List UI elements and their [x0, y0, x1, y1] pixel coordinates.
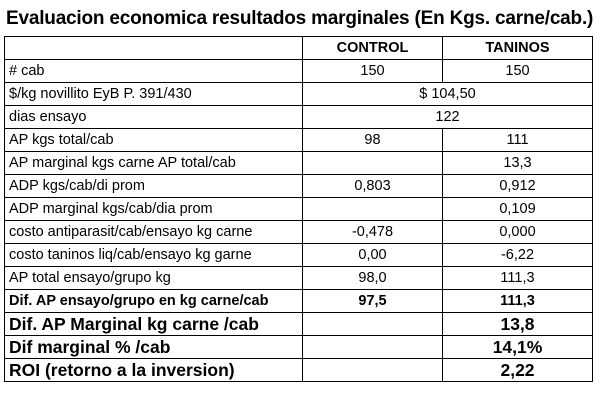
- taninos-value: 0,000: [443, 221, 593, 244]
- row-label: Dif. AP ensayo/grupo en kg carne/cab: [5, 290, 303, 313]
- table-row: [5, 175, 593, 198]
- table-row: [5, 129, 593, 152]
- row-label: ADP marginal kgs/cab/dia prom: [5, 198, 303, 221]
- taninos-value: 14,1%: [443, 336, 593, 359]
- table-row: [5, 198, 593, 221]
- taninos-value: 0,109: [443, 198, 593, 221]
- taninos-value: -6,22: [443, 244, 593, 267]
- row-label: AP kgs total/cab: [5, 129, 303, 152]
- control-value: 98,0: [303, 267, 443, 290]
- row-label: AP total ensayo/grupo kg: [5, 267, 303, 290]
- table-row: [5, 290, 593, 313]
- taninos-value: 13,3: [443, 152, 593, 175]
- control-value: [303, 152, 443, 175]
- taninos-value: 0,912: [443, 175, 593, 198]
- table-row: [5, 60, 593, 83]
- taninos-value: 111,3: [443, 290, 593, 313]
- merged-value: $ 104,50: [303, 83, 593, 106]
- table-row: [5, 313, 593, 336]
- table-row: [5, 359, 593, 382]
- taninos-value: 150: [443, 60, 593, 83]
- table-row: [5, 336, 593, 359]
- row-label: Dif marginal % /cab: [5, 336, 303, 359]
- row-label: $/kg novillito EyB P. 391/430: [5, 83, 303, 106]
- taninos-value: 111,3: [443, 267, 593, 290]
- row-label: ROI (retorno a la inversion): [5, 359, 303, 382]
- table-row: [5, 244, 593, 267]
- row-label: dias ensayo: [5, 106, 303, 129]
- table-row: [5, 106, 593, 129]
- control-value: 150: [303, 60, 443, 83]
- row-label: AP marginal kgs carne AP total/cab: [5, 152, 303, 175]
- header-cell-label: [5, 37, 303, 60]
- row-label: Dif. AP Marginal kg carne /cab: [5, 313, 303, 336]
- table-row: [5, 152, 593, 175]
- control-value: [303, 336, 443, 359]
- control-value: [303, 313, 443, 336]
- header-row: [5, 37, 593, 60]
- control-value: -0,478: [303, 221, 443, 244]
- taninos-value: 13,8: [443, 313, 593, 336]
- row-label: costo antiparasit/cab/ensayo kg carne: [5, 221, 303, 244]
- row-label: costo taninos liq/cab/ensayo kg garne: [5, 244, 303, 267]
- control-value: [303, 198, 443, 221]
- taninos-value: 2,22: [443, 359, 593, 382]
- taninos-value: 111: [443, 129, 593, 152]
- row-label: # cab: [5, 60, 303, 83]
- results-table: [4, 36, 593, 382]
- header-taninos: TANINOS: [443, 37, 593, 60]
- control-value: [303, 359, 443, 382]
- table-title: Evaluacion economica resultados marginales (En Kgs. carne/cab.): [6, 8, 594, 29]
- control-value: 0,00: [303, 244, 443, 267]
- table-row: [5, 221, 593, 244]
- row-label: ADP kgs/cab/di prom: [5, 175, 303, 198]
- header-control: CONTROL: [303, 37, 443, 60]
- table-row: [5, 83, 593, 106]
- control-value: 97,5: [303, 290, 443, 313]
- merged-value: 122: [303, 106, 593, 129]
- control-value: 0,803: [303, 175, 443, 198]
- control-value: 98: [303, 129, 443, 152]
- table-row: [5, 267, 593, 290]
